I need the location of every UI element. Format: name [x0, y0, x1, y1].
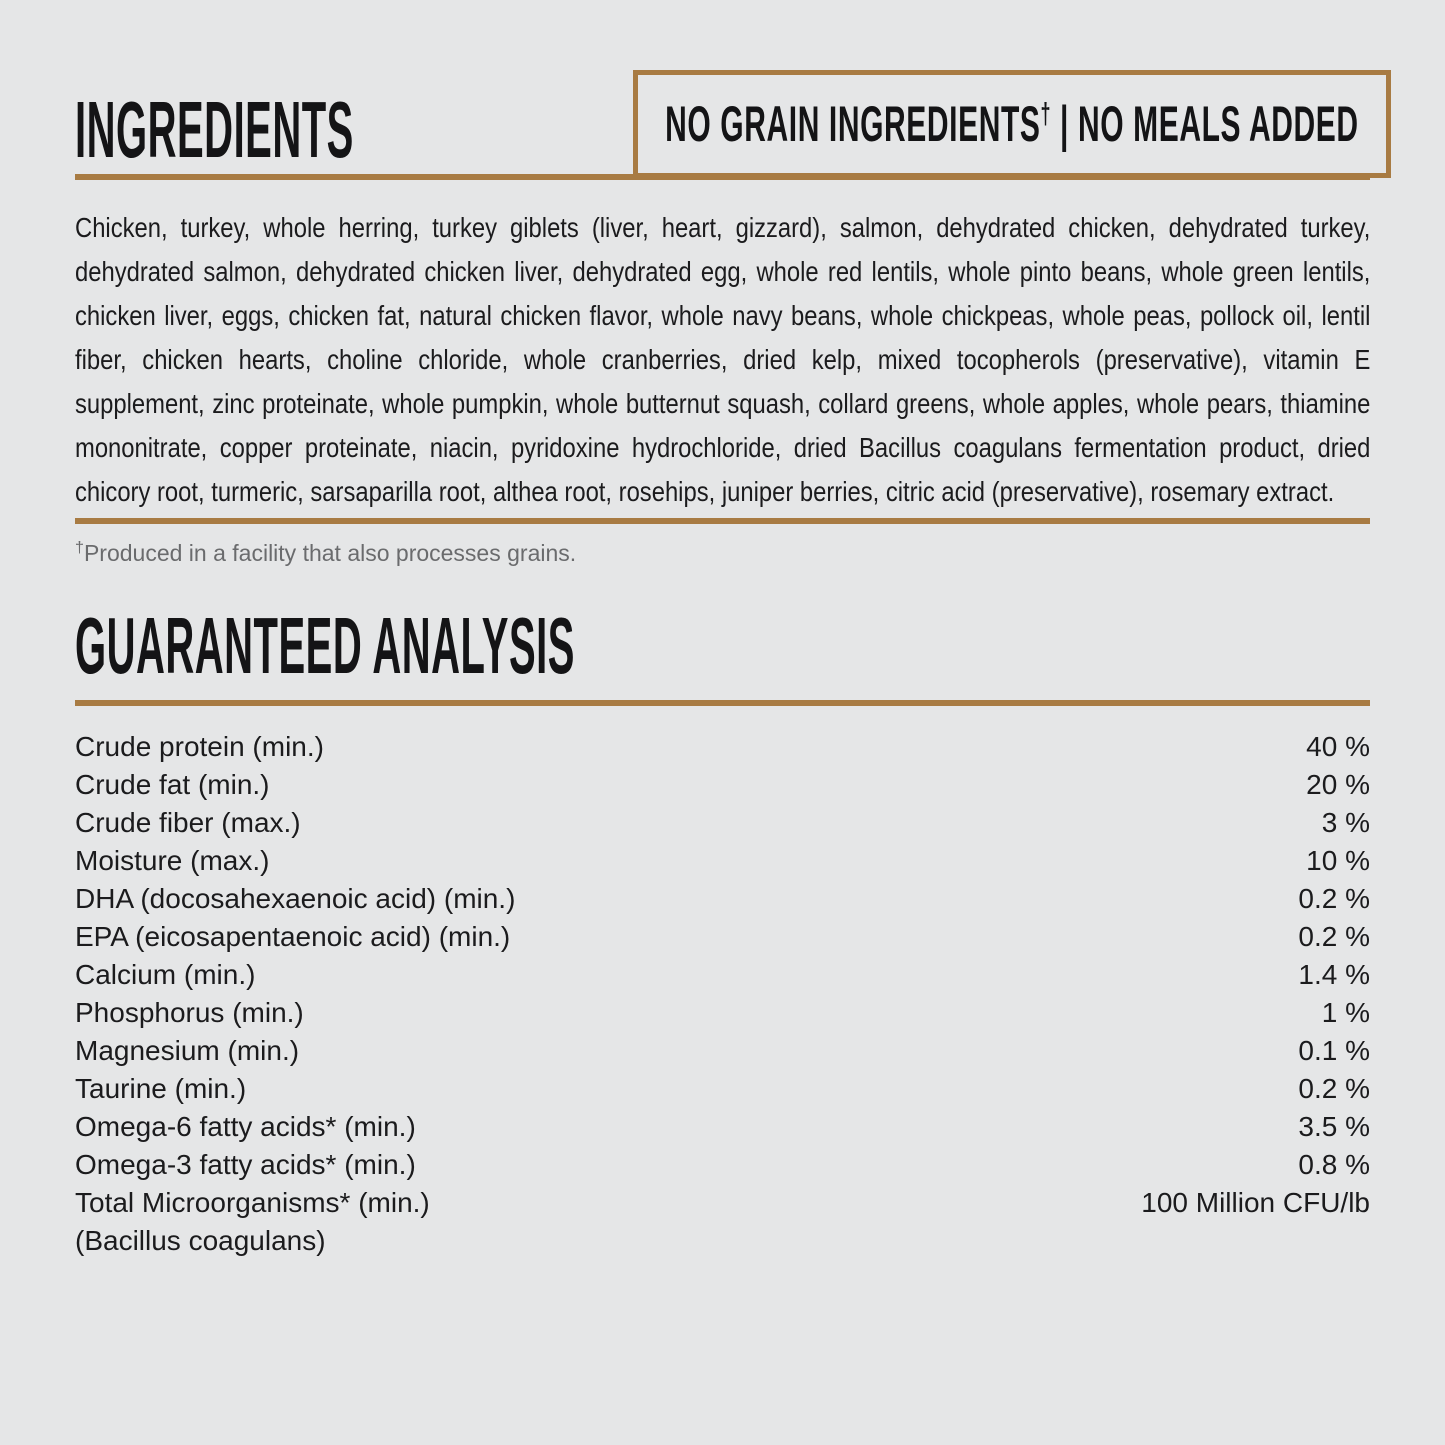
guaranteed-analysis-title: GUARANTEED ANALYSIS — [75, 601, 575, 690]
row-label: Crude fat (min.) — [75, 769, 270, 800]
table-row — [75, 766, 1370, 804]
row-label: Taurine (min.) — [75, 1073, 247, 1104]
row-label: Omega-3 fatty acids* (min.) — [75, 1149, 416, 1180]
ingredients-title: INGREDIENTS — [75, 85, 354, 174]
footnote-divider-rule — [75, 518, 1370, 524]
table-row — [75, 1108, 1370, 1146]
footnote-text: Produced in a facility that also processes grains. — [83, 540, 577, 566]
row-value: 10 % — [1306, 845, 1370, 876]
ingredients-header — [75, 70, 1370, 180]
table-row — [75, 1032, 1370, 1070]
row-value: 3 % — [1321, 807, 1370, 838]
row-label: Calcium (min.) — [75, 959, 256, 990]
badge-text-rest: | NO MEALS ADDED — [1050, 96, 1359, 152]
row-value: 0.1 % — [1298, 1035, 1370, 1066]
row-value: 0.8 % — [1298, 1149, 1370, 1180]
grain-facility-footnote — [75, 538, 1370, 568]
row-label: Phosphorus (min.) — [75, 997, 304, 1028]
row-value: 3.5 % — [1298, 1111, 1370, 1142]
row-label: Omega-6 fatty acids* (min.) — [75, 1111, 416, 1142]
row-label: EPA (eicosapentaenoic acid) (min.) — [75, 921, 511, 952]
footnote-dagger: † — [75, 538, 84, 557]
guaranteed-analysis-table — [75, 728, 1370, 1260]
table-row — [75, 1070, 1370, 1108]
row-label: Crude fiber (max.) — [75, 807, 301, 838]
row-value: 1.4 % — [1298, 959, 1370, 990]
table-row — [75, 1146, 1370, 1184]
no-grain-badge-text — [664, 96, 1359, 152]
row-label: Total Microorganisms* (min.) — [75, 1187, 430, 1218]
row-label: Moisture (max.) — [75, 845, 270, 876]
table-row — [75, 918, 1370, 956]
row-value: 0.2 % — [1298, 1073, 1370, 1104]
table-row — [75, 880, 1370, 918]
table-row — [75, 804, 1370, 842]
row-value: 40 % — [1306, 731, 1370, 762]
table-row — [75, 1222, 1370, 1260]
row-label: Magnesium (min.) — [75, 1035, 300, 1066]
row-value: 100 Million CFU/lb — [1141, 1187, 1370, 1218]
row-value: 0.2 % — [1298, 883, 1370, 914]
table-row — [75, 994, 1370, 1032]
badge-text-main: NO GRAIN INGREDIENTS — [664, 96, 1041, 152]
ingredients-paragraph: Chicken, turkey, whole herring, turkey giblets (liver, heart, gizzard), salmon, dehydrated chicken, dehydrated turkey, dehydrated salmon, dehydrated chicken liver, dehydrated egg, whole red lentils, whole pinto beans, whole green lentils, chicken liver, eggs, chicken fat, natural chicken flavor, whole navy beans, whole chickpeas, whole peas, pollock oil, lentil fiber, chicken hearts, choline chloride, whole cranberries, dried kelp, mixed tocopherols (preservative), vitamin E supplement, zinc proteinate, whole pumpkin, whole butternut squash, collard greens, whole apples, whole pears, thiamine mononitrate, copper proteinate, niacin, pyridoxine hydrochloride, dried Bacillus coagulans fermentation product, dried chicory root, turmeric, sarsaparilla root, althea root, rosehips, juniper berries, citric acid (preservative), rosemary extract. — [75, 212, 1371, 507]
row-label: (Bacillus coagulans) — [75, 1225, 326, 1256]
table-row — [75, 728, 1370, 766]
no-grain-badge — [633, 70, 1391, 178]
row-value: 0.2 % — [1298, 921, 1370, 952]
table-row — [75, 1184, 1370, 1222]
row-label: DHA (docosahexaenoic acid) (min.) — [75, 883, 516, 914]
table-row — [75, 842, 1370, 880]
row-value: 20 % — [1306, 769, 1370, 800]
row-value: 1 % — [1321, 997, 1370, 1028]
guaranteed-analysis-rule — [75, 700, 1370, 706]
badge-dagger: † — [1040, 97, 1051, 131]
row-label: Crude protein (min.) — [75, 731, 324, 762]
table-row — [75, 956, 1370, 994]
